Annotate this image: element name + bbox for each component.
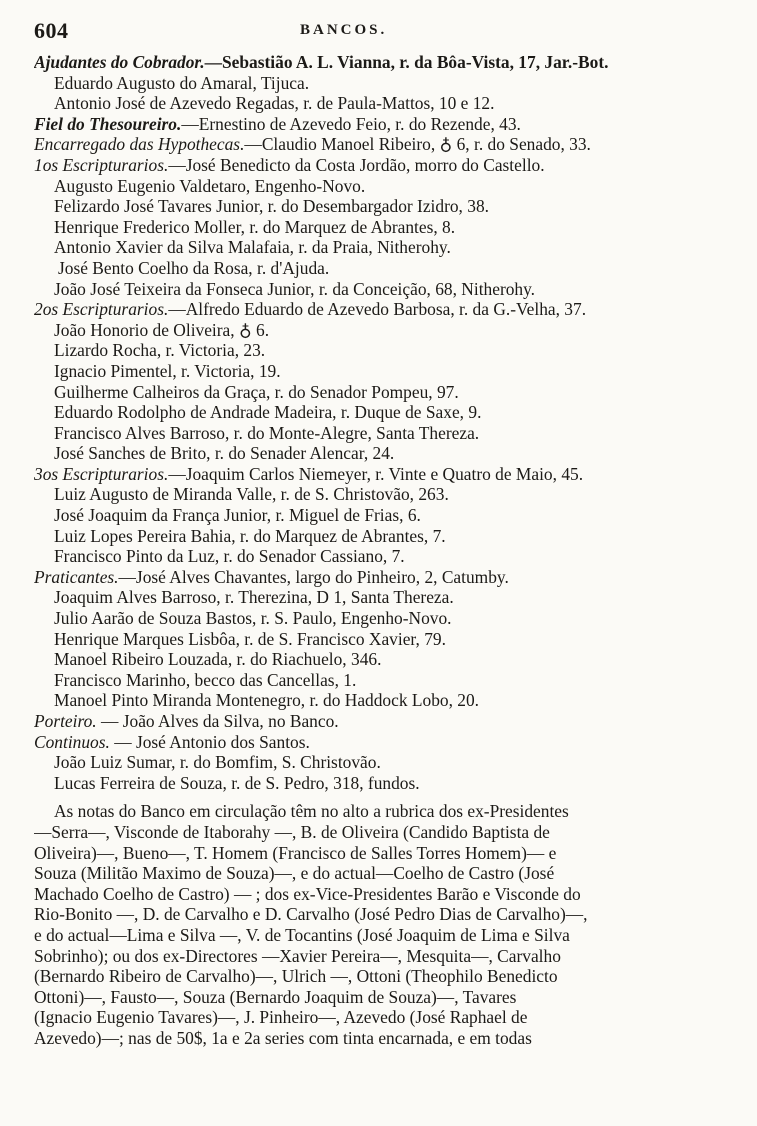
paragraph-line: (Ignacio Eugenio Tavares)—, J. Pinheiro—, Azevedo (José Raphael de (34, 1007, 528, 1028)
entry-label: 3os Escripturarios. (34, 463, 169, 484)
entry-text: — João Alves da Silva, no Banco. (96, 711, 339, 731)
list-item: Manoel Pinto Miranda Montenegro, r. do Haddock Lobo, 20. (54, 690, 480, 711)
entry-praticantes (34, 567, 734, 588)
notes-paragraph (34, 801, 734, 1048)
entry-label: Encarregado das Hypothecas. (34, 134, 245, 155)
paragraph-line: Rio-Bonito —, D. de Carvalho e D. Carvalho (José Pedro Dias de Carvalho)—, (34, 904, 588, 925)
entry-text: —José Alves Chavantes, largo do Pinheiro, 2, Catumby. (118, 566, 509, 587)
list-item: Francisco Alves Barroso, r. do Monte-Alegre, Santa Thereza. (54, 422, 480, 443)
page-number: 604 (34, 18, 69, 43)
list-item: Eduardo Augusto do Amaral, Tijuca. (54, 72, 310, 93)
list-item: Francisco Marinho, becco das Cancellas, 1. (54, 669, 357, 690)
running-head: BANCOS. (300, 22, 388, 38)
entry-text: —José Benedicto da Costa Jordão, morro do Castello. (168, 154, 545, 175)
list-item: Antonio José de Azevedo Regadas, r. de Paula-Mattos, 10 e 12. (54, 93, 495, 114)
entry-continuos (34, 732, 734, 753)
paragraph-line: As notas do Banco em circulação têm no alto a rubrica dos ex-Presidentes (54, 801, 569, 822)
entry-1os-escripturarios (34, 155, 734, 176)
entry-label: Continuos. (34, 731, 110, 752)
entry-text: —Sebastião A. L. Vianna, r. da Bôa-Vista, 17, Jar.-Bot. (204, 52, 609, 72)
list-item: Antonio Xavier da Silva Malafaia, r. da Praia, Nitherohy. (54, 237, 451, 258)
list-item: José Sanches de Brito, r. do Senader Alencar, 24. (54, 443, 395, 464)
list-item: João Luiz Sumar, r. do Bomfim, S. Christovão. (54, 752, 381, 773)
entry-fiel (34, 114, 734, 135)
list-item: Lucas Ferreira de Souza, r. de S. Pedro, 318, fundos. (54, 772, 420, 793)
list-item: José Bento Coelho da Rosa, r. d'Ajuda. (58, 257, 330, 278)
entry-text: — José Antonio dos Santos. (109, 731, 310, 752)
list-item: João Honorio de Oliveira, ♁ 6. (54, 319, 270, 340)
entry-text: —Joaquim Carlos Niemeyer, r. Vinte e Quatro de Maio, 45. (168, 463, 584, 484)
entry-label: Praticantes. (34, 566, 119, 587)
list-item: João José Teixeira da Fonseca Junior, r. da Conceição, 68, Nitherohy. (54, 278, 536, 299)
entry-porteiro (34, 711, 734, 732)
directory-listing (34, 52, 734, 1049)
entry-text: —Alfredo Eduardo de Azevedo Barbosa, r. da G.-Velha, 37. (168, 299, 587, 320)
list-item: Augusto Eugenio Valdetaro, Engenho-Novo. (54, 175, 366, 196)
entry-label: Fiel do Thesoureiro. (34, 113, 182, 134)
list-item: Luiz Augusto de Miranda Valle, r. de S. Christovão, 263. (54, 484, 449, 505)
entry-text: —Claudio Manoel Ribeiro, ♁ 6, r. do Senado, 33. (244, 134, 591, 155)
list-item: Felizardo José Tavares Junior, r. do Desembargador Izidro, 38. (54, 196, 489, 217)
entry-2os-escripturarios (34, 299, 734, 320)
entry-text: —Ernestino de Azevedo Feio, r. do Rezende, 43. (181, 113, 521, 134)
section-gap (34, 793, 734, 801)
list-item: Guilherme Calheiros da Graça, r. do Senador Pompeu, 97. (54, 381, 459, 402)
list-item: Ignacio Pimentel, r. Victoria, 19. (54, 360, 281, 381)
list-item: Francisco Pinto da Luz, r. do Senador Cassiano, 7. (54, 546, 405, 567)
list-item: Henrique Marques Lisbôa, r. de S. Francisco Xavier, 79. (54, 628, 446, 649)
entry-hypothecas (34, 134, 734, 155)
entry-label: 1os Escripturarios. (34, 154, 169, 175)
list-item: Julio Aarão de Souza Bastos, r. S. Paulo, Engenho-Novo. (54, 608, 452, 629)
paragraph-line: Sobrinho); ou dos ex-Directores —Xavier Pereira—, Mesquita—, Carvalho (34, 945, 561, 966)
paragraph-line: e do actual—Lima e Silva —, V. de Tocantins (José Joaquim de Lima e Silva (34, 924, 570, 945)
entry-label: Ajudantes do Cobrador. (34, 52, 205, 72)
paragraph-line: —Serra—, Visconde de Itaborahy —, B. de Oliveira (Candido Baptista de (34, 821, 550, 842)
paragraph-line: (Bernardo Ribeiro de Carvalho)—, Ulrich —, Ottoni (Theophilo Benedicto (34, 966, 558, 987)
list-item: Henrique Frederico Moller, r. do Marquez de Abrantes, 8. (54, 216, 456, 237)
list-item: Eduardo Rodolpho de Andrade Madeira, r. Duque de Saxe, 9. (54, 402, 482, 423)
paragraph-line: Azevedo)—; nas de 50$, 1a e 2a series com tinta encarnada, e em todas (34, 1027, 532, 1048)
paragraph-line: Ottoni)—, Fausto—, Souza (Bernardo Joaquim de Souza)—, Tavares (34, 986, 517, 1007)
paragraph-line: Machado Coelho de Castro) — ; dos ex-Vice-Presidentes Barão e Visconde do (34, 883, 581, 904)
list-item: José Joaquim da França Junior, r. Miguel de Frias, 6. (54, 505, 421, 526)
entry-ajudantes (34, 52, 734, 73)
entry-3os-escripturarios (34, 464, 734, 485)
paragraph-line: Oliveira)—, Bueno—, T. Homem (Francisco de Salles Torres Homem)— e (34, 842, 557, 863)
list-item: Lizardo Rocha, r. Victoria, 23. (54, 340, 266, 361)
list-item: Manoel Ribeiro Louzada, r. do Riachuelo, 346. (54, 649, 382, 670)
page-header (0, 18, 757, 48)
list-item: Joaquim Alves Barroso, r. Therezina, D 1, Santa Thereza. (54, 587, 454, 608)
entry-label: Porteiro. (34, 711, 97, 731)
entry-label: 2os Escripturarios. (34, 299, 169, 320)
paragraph-line: Souza (Militão Maximo de Souza)—, e do actual—Coelho de Castro (José (34, 863, 555, 884)
list-item: Luiz Lopes Pereira Bahia, r. do Marquez de Abrantes, 7. (54, 525, 446, 546)
